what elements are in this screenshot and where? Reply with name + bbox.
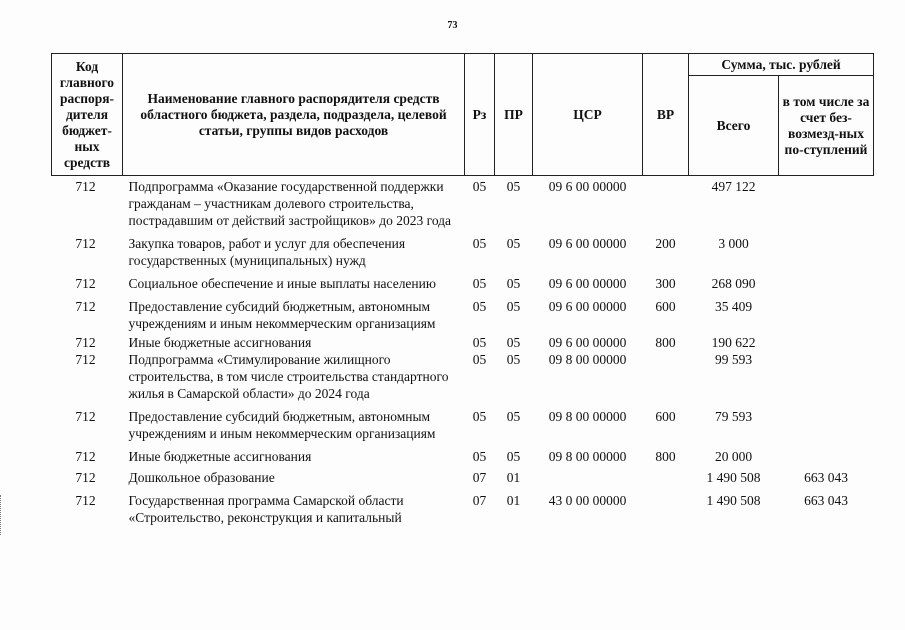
cell-pr: 01	[506, 470, 521, 485]
cell-vr: 800	[655, 335, 676, 350]
scan-artifact	[0, 495, 5, 535]
cell-incl: 663 043	[804, 493, 848, 508]
cell-pr: 05	[506, 409, 521, 424]
cell-total: 3 000	[718, 236, 749, 251]
cell-code: 712	[75, 179, 96, 194]
cell-incl	[779, 229, 874, 269]
cell-csr: 09 6 00 00000	[548, 179, 627, 194]
cell-name: Дошкольное образование	[128, 470, 275, 485]
header-csr: ЦСР	[533, 54, 643, 176]
cell-total: 497 122	[711, 179, 756, 194]
cell-total: 1 490 508	[706, 493, 761, 508]
cell-rz: 05	[472, 276, 487, 291]
cell-name: Предоставление субсидий бюджетным, автономным учреждениям и иным некоммерческим организациям	[128, 409, 436, 441]
cell-pr: 05	[506, 352, 521, 367]
table-row	[52, 269, 874, 292]
cell-csr: 09 8 00 00000	[548, 449, 627, 464]
cell-name: Социальное обеспечение и иные выплаты населению	[128, 276, 436, 291]
cell-rz: 07	[472, 470, 487, 485]
table-row	[52, 465, 874, 486]
table-row	[52, 402, 874, 442]
cell-pr: 05	[506, 179, 521, 194]
header-total: Всего	[689, 76, 779, 176]
cell-code: 712	[75, 493, 96, 508]
header-incl: в том числе за счет без-возмезд-ных по-ступлений	[779, 76, 874, 176]
cell-rz: 05	[472, 449, 487, 464]
table-row	[52, 486, 874, 526]
cell-code: 712	[75, 335, 96, 350]
cell-csr	[533, 465, 643, 486]
cell-pr: 01	[506, 493, 521, 508]
cell-code: 712	[75, 299, 96, 314]
cell-vr: 200	[655, 236, 676, 251]
cell-pr: 05	[506, 335, 521, 350]
cell-pr: 05	[506, 449, 521, 464]
cell-total: 20 000	[714, 449, 753, 464]
cell-code: 712	[75, 236, 96, 251]
page-number: 73	[447, 20, 458, 31]
cell-vr	[643, 351, 689, 402]
cell-rz: 05	[472, 335, 487, 350]
header-pr: ПР	[495, 54, 533, 176]
table-row	[52, 176, 874, 230]
table-row	[52, 229, 874, 269]
cell-total: 1 490 508	[706, 470, 761, 485]
cell-csr: 09 6 00 00000	[548, 299, 627, 314]
cell-csr: 09 6 00 00000	[548, 335, 627, 350]
cell-name: Предоставление субсидий бюджетным, автономным учреждениям и иным некоммерческим организациям	[128, 299, 436, 331]
cell-pr: 05	[506, 299, 521, 314]
cell-csr: 09 8 00 00000	[548, 352, 627, 367]
cell-csr: 09 6 00 00000	[548, 236, 627, 251]
cell-rz: 05	[472, 179, 487, 194]
table-row	[52, 442, 874, 465]
cell-name: Подпрограмма «Стимулирование жилищного строительства, в том числе строительства стандартного жилья в Самарской области» до 2024 года	[128, 352, 449, 401]
cell-vr	[643, 486, 689, 526]
table-header	[52, 54, 874, 176]
cell-rz: 05	[472, 409, 487, 424]
cell-pr: 05	[506, 276, 521, 291]
cell-vr	[643, 465, 689, 486]
header-code: Код главного распоря-дителя бюджет-ных средств	[52, 54, 123, 176]
cell-vr: 600	[655, 299, 676, 314]
cell-csr: 43 0 00 00000	[548, 493, 627, 508]
cell-incl	[779, 402, 874, 442]
cell-incl	[779, 332, 874, 351]
cell-vr: 300	[655, 276, 676, 291]
cell-name: Иные бюджетные ассигнования	[128, 449, 312, 464]
header-name: Наименование главного распорядителя средств областного бюджета, раздела, подраздела, целевой статьи, группы видов расходов	[123, 54, 465, 176]
table-row	[52, 292, 874, 332]
cell-vr	[643, 176, 689, 230]
cell-total: 268 090	[711, 276, 756, 291]
cell-code: 712	[75, 449, 96, 464]
cell-total: 190 622	[711, 335, 756, 350]
table-body	[52, 176, 874, 527]
cell-total: 35 409	[714, 299, 753, 314]
cell-rz: 05	[472, 299, 487, 314]
table-row	[52, 351, 874, 402]
cell-vr: 600	[655, 409, 676, 424]
cell-name: Иные бюджетные ассигнования	[128, 335, 312, 350]
cell-rz: 05	[472, 236, 487, 251]
header-rz: Рз	[465, 54, 495, 176]
cell-incl	[779, 351, 874, 402]
table-row	[52, 332, 874, 351]
cell-code: 712	[75, 409, 96, 424]
cell-incl	[779, 176, 874, 230]
cell-vr: 800	[655, 449, 676, 464]
cell-incl	[779, 269, 874, 292]
cell-total: 79 593	[714, 409, 753, 424]
budget-table	[51, 53, 874, 526]
cell-rz: 07	[472, 493, 487, 508]
cell-pr: 05	[506, 236, 521, 251]
cell-code: 712	[75, 276, 96, 291]
header-sum: Сумма, тыс. рублей	[689, 54, 874, 76]
cell-incl: 663 043	[804, 470, 848, 485]
cell-csr: 09 8 00 00000	[548, 409, 627, 424]
cell-rz: 05	[472, 352, 487, 367]
cell-csr: 09 6 00 00000	[548, 276, 627, 291]
cell-code: 712	[75, 470, 96, 485]
cell-name: Подпрограмма «Оказание государственной поддержки гражданам – участникам долевого строительства, пострадавшим от действий застройщиков» до 2023 года	[128, 179, 452, 228]
cell-total: 99 593	[714, 352, 753, 367]
cell-incl	[779, 292, 874, 332]
cell-code: 712	[75, 352, 96, 367]
cell-name: Закупка товаров, работ и услуг для обеспечения государственных (муниципальных) нужд	[128, 236, 406, 268]
header-vr: ВР	[643, 54, 689, 176]
cell-incl	[779, 442, 874, 465]
cell-name: Государственная программа Самарской области «Строительство, реконструкция и капитальный	[128, 493, 404, 525]
